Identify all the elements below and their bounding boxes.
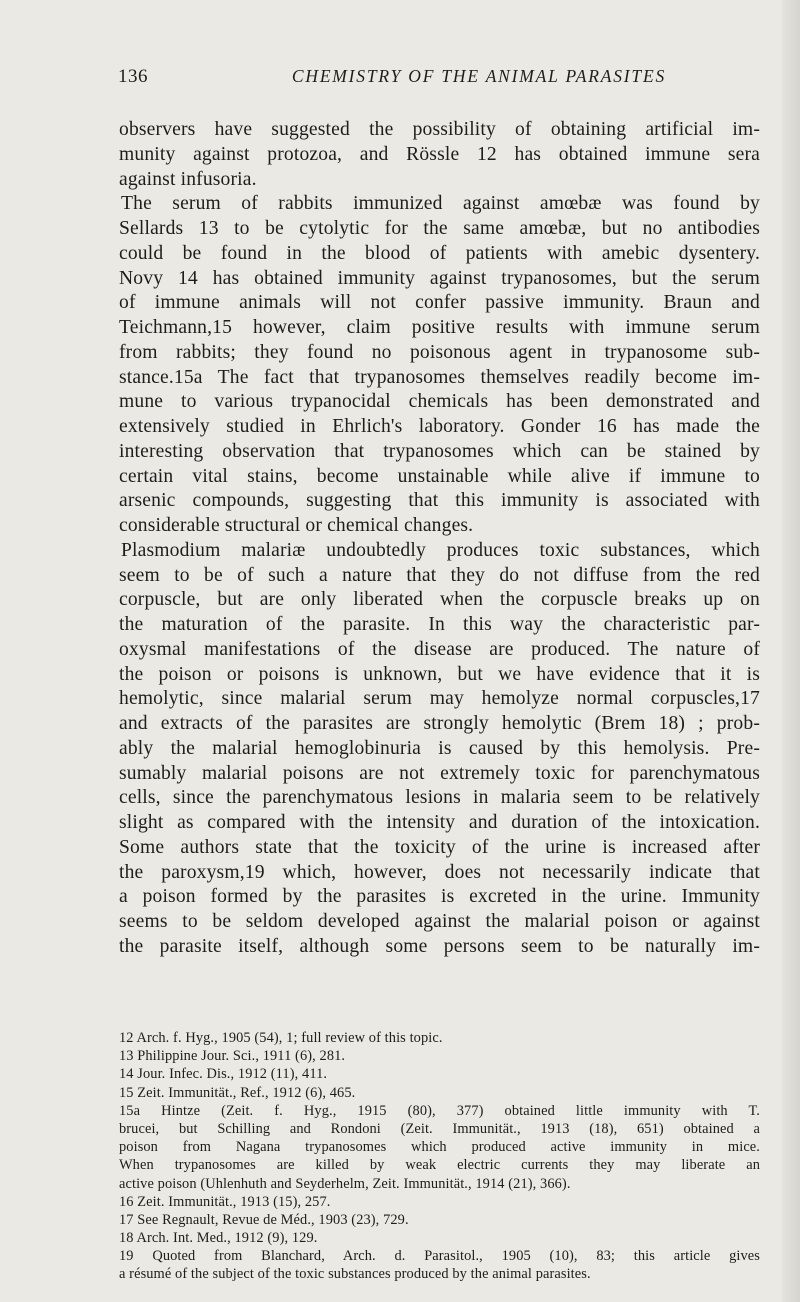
body-line: sumably malarial poisons are not extremely toxic for parenchymatous <box>119 762 760 784</box>
body-line: Sellards 13 to be cytolytic for the same amœbæ, but no antibodies <box>119 218 760 239</box>
body-line: certain vital stains, become unstainable while alive if immune to <box>119 465 760 487</box>
body-line: interesting observation that trypanosomes which can be stained by <box>119 440 760 462</box>
body-line: oxysmal manifestations of the disease are produced. The nature of <box>119 638 760 660</box>
footnote: active poison (Uhlenhuth and Seyderhelm, Zeit. Immunität., 1914 (21), 366). <box>119 1175 571 1192</box>
footnote: 14 Jour. Infec. Dis., 1912 (11), 411. <box>119 1066 328 1083</box>
body-line: ably the malarial hemoglobinuria is caused by this hemolysis. Pre- <box>119 737 760 759</box>
footnote: 15 Zeit. Immunität., Ref., 1912 (6), 465. <box>119 1084 356 1101</box>
footnote: poison from Nagana trypanosomes which produced active immunity in mice. <box>119 1139 760 1156</box>
body-line: extensively studied in Ehrlich's laboratory. Gonder 16 has made the <box>119 416 760 437</box>
page-edge-shadow <box>782 0 800 1302</box>
page-header <box>118 66 666 90</box>
body-line: could be found in the blood of patients with amebic dysentery. <box>119 242 760 264</box>
body-text <box>119 118 760 960</box>
body-line: and extracts of the parasites are strongly hemolytic (Brem 18) ; prob- <box>119 713 760 734</box>
running-title: CHEMISTRY OF THE ANIMAL PARASITES <box>291 66 666 86</box>
footnotes <box>119 1029 760 1284</box>
body-line: Novy 14 has obtained immunity against trypanosomes, but the serum <box>119 267 760 289</box>
body-line: considerable structural or chemical changes. <box>119 515 474 536</box>
body-line: against infusoria. <box>119 168 257 190</box>
body-line: munity against protozoa, and Rössle 12 has obtained immune sera <box>119 143 760 165</box>
body-line: Some authors state that the toxicity of the urine is increased after <box>119 836 760 858</box>
body-line: corpuscle, but are only liberated when the corpuscle breaks up on <box>119 589 760 611</box>
body-line: from rabbits; they found no poisonous agent in trypanosome sub- <box>119 341 760 363</box>
body-line: The serum of rabbits immunized against amœbæ was found by <box>121 193 760 215</box>
body-line: cells, since the parenchymatous lesions in malaria seem to be relatively <box>119 787 760 809</box>
body-line: Plasmodium malariæ undoubtedly produces toxic substances, which <box>121 539 760 561</box>
body-line: the paroxysm,19 which, however, does not necessarily indicate that <box>119 861 760 883</box>
body-line: the maturation of the parasite. In this way the characteristic par- <box>119 614 760 635</box>
footnote: When trypanosomes are killed by weak electric currents they may liberate an <box>119 1157 760 1174</box>
body-line: Teichmann,15 however, claim positive results with immune serum <box>119 317 760 338</box>
body-line: hemolytic, since malarial serum may hemolyze normal corpuscles,17 <box>119 688 760 710</box>
body-line: the poison or poisons is unknown, but we have evidence that it is <box>119 663 760 685</box>
body-line: seem to be of such a nature that they do not diffuse from the red <box>119 564 760 586</box>
footnote: 19 Quoted from Blanchard, Arch. d. Parasitol., 1905 (10), 83; this article gives <box>119 1248 760 1265</box>
body-line: mune to various trypanocidal chemicals has been demonstrated and <box>119 391 760 413</box>
body-line: observers have suggested the possibility of obtaining artificial im- <box>119 119 760 140</box>
footnote: a résumé of the subject of the toxic substances produced by the animal parasites. <box>119 1266 591 1283</box>
body-line: seems to be seldom developed against the malarial poison or against <box>119 911 760 932</box>
body-line: slight as compared with the intensity and duration of the intoxication. <box>119 812 760 833</box>
footnote: 15a Hintze (Zeit. f. Hyg., 1915 (80), 377) obtained little immunity with T. <box>119 1102 760 1119</box>
page-number: 136 <box>118 66 148 87</box>
body-line: a poison formed by the parasites is excreted in the urine. Immunity <box>119 886 760 908</box>
footnote: brucei, but Schilling and Rondoni (Zeit. Immunität., 1913 (18), 651) obtained a <box>119 1120 760 1137</box>
body-line: arsenic compounds, suggesting that this immunity is associated with <box>119 490 760 512</box>
body-line: the parasite itself, although some persons seem to be naturally im- <box>119 935 760 957</box>
footnote: 13 Philippine Jour. Sci., 1911 (6), 281. <box>119 1048 346 1065</box>
body-line: stance.15a The fact that trypanosomes themselves readily become im- <box>119 366 760 388</box>
footnote: 18 Arch. Int. Med., 1912 (9), 129. <box>119 1230 318 1247</box>
footnote: 12 Arch. f. Hyg., 1905 (54), 1; full review of this topic. <box>119 1030 443 1046</box>
body-line: of immune animals will not confer passive immunity. Braun and <box>119 292 760 314</box>
footnote: 17 See Regnault, Revue de Méd., 1903 (23), 729. <box>119 1211 409 1228</box>
footnote: 16 Zeit. Immunität., 1913 (15), 257. <box>119 1193 331 1210</box>
